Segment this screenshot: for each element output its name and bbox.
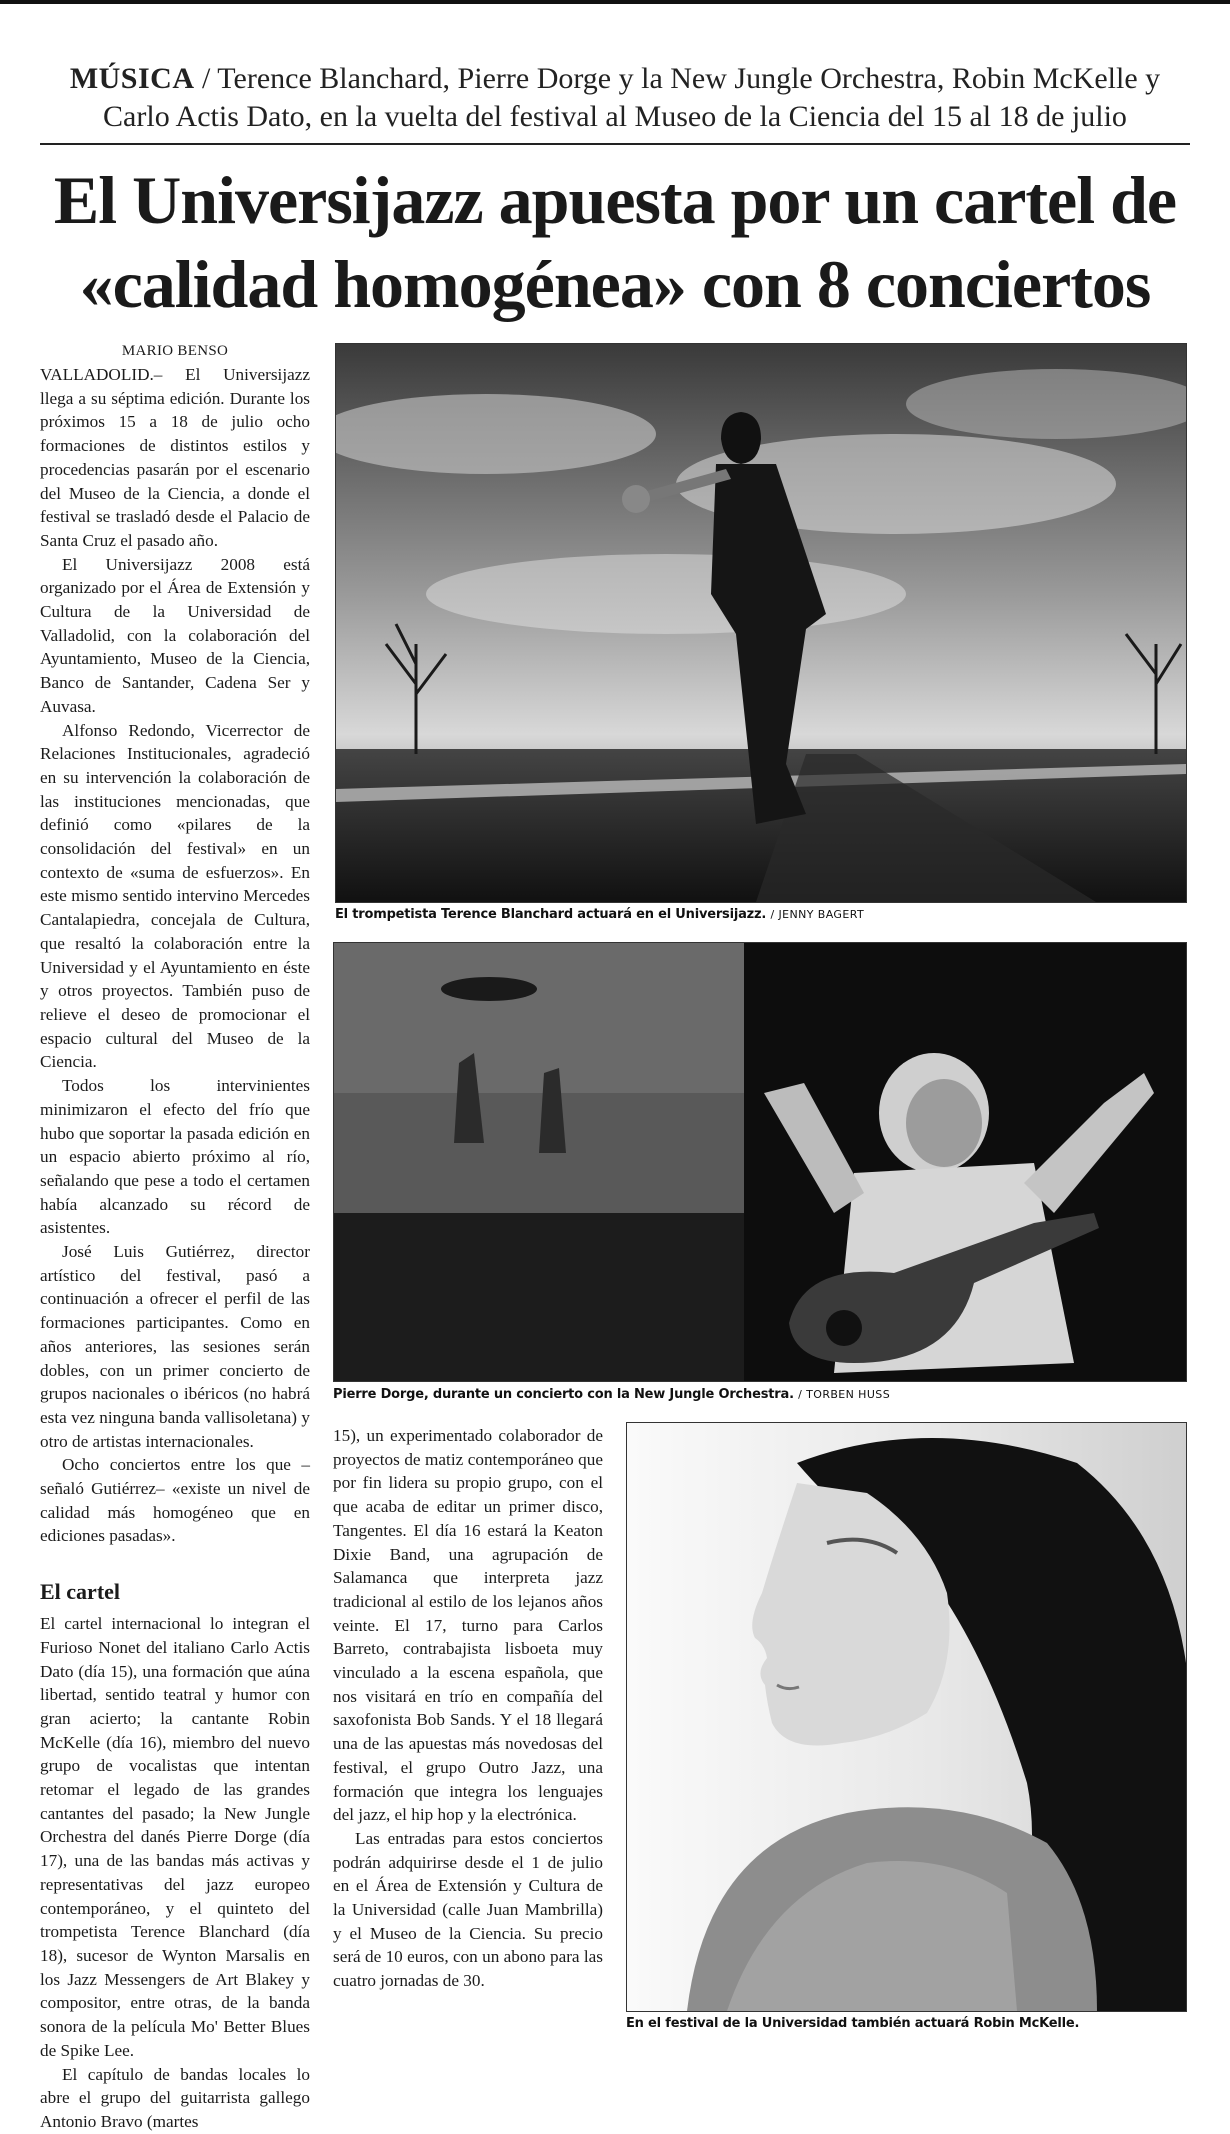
paragraph: Ocho conciertos entre los que –señaló Gutiérrez– «existe un nivel de calidad más homogéneo que en ediciones pasadas». <box>40 1455 310 1546</box>
paragraph: El capítulo de bandas locales lo abre el grupo del guitarrista gallego Antonio Bravo (martes <box>40 2064 310 2131</box>
paragraph: VALLADOLID.– El Universijazz llega a su séptima edición. Durante los próximos 15 a 18 de julio ocho formaciones de distintos estilos y procedencias pasarán por el escenario del Museo de la Ciencia, a donde el festival se trasladó desde el Palacio de Santa Cruz el pasado año. <box>40 365 310 550</box>
headline <box>30 158 1200 326</box>
header-rule <box>40 143 1190 145</box>
paragraph: El Universijazz 2008 está organizado por el Área de Extensión y Cultura de la Universidad de Valladolid, con la colaboración del Ayuntamiento, Museo de la Ciencia, Banco de Santander, Cadena Ser y Auvasa. <box>40 554 310 716</box>
trumpeter-photo <box>335 343 1187 903</box>
paragraph: 15), un experimentado colaborador de proyectos de matiz contemporáneo que por fin lidera su propio grupo, con el que acaba de editar un primer disco, Tangentes. El día 16 estará la Keaton Dixie Band, una agrupación de Salamanca que interpreta jazz tradicional al estilo de los lejanos años veinte. El 17, turno para Carlos Barreto, contrabajista lisboeta muy vinculado a la escena española, que nos visitará en trío en compañía del saxofonista Bob Sands. Y el 18 llegará una de las apuestas más novedosas del festival, el grupo Outro Jazz, una formación que integra los lenguajes del jazz, el hip hop y la electrónica. <box>333 1426 603 1825</box>
guitarist-photo <box>333 942 1187 1382</box>
kicker: MÚSICA / Terence Blanchard, Pierre Dorge y la New Jungle Orchestra, Robin McKelle y Carlo Actis Dato, en la vuelta del festival al Museo de la Ciencia del 15 al 18 de julio <box>40 60 1190 136</box>
subhead-el-cartel: El cartel <box>40 1579 121 1605</box>
headline-line-2: «calidad homogénea» con 8 conciertos <box>79 246 1151 322</box>
byline: MARIO BENSO <box>121 343 229 359</box>
photo-credit: / JENNY BAGERT <box>770 908 865 921</box>
paragraph: Las entradas para estos conciertos podrán adquirirse desde el 1 de julio en el Área de Extensión y Cultura de la Universidad (calle Juan Mambrilla) y el Museo de la Ciencia. Su precio será de 10 euros, con un abono para las cuatro jornadas de 30. <box>333 1828 603 1991</box>
paragraph: El cartel internacional lo integran el Furioso Nonet del italiano Carlo Actis Dato (día 15), una formación que aúna libertad, sentido teatral y humor con gran acierto; la cantante Robin McKelle (día 16), miembro del nuevo grupo de vocalistas que intentan retomar el legado de las grandes cantantes del pasado; la New Jungle Orchestra del danés Pierre Dorge (día 17), una de las bandas más activas y representativas del jazz europeo contemporáneo, y el quinteto del trompetista Terence Blanchard (día 18), sucesor de Wynton Marsalis en los Jazz Messengers de Art Blakey y compositor, entre otras, de la banda sonora de la película Mo' Better Blues de Spike Lee. <box>40 1614 310 2060</box>
headline-line-1: El Universijazz apuesta por un cartel de <box>53 162 1177 238</box>
caption-text: Pierre Dorge, durante un concierto con la New Jungle Orchestra. <box>333 1387 794 1402</box>
paragraph: Alfonso Redondo, Vicerrector de Relaciones Institucionales, agradeció en su intervención la colaboración de las instituciones mencionadas, que definió como «pilares de la consolidación del festival» en un contexto de «suma de esfuerzos». En este mismo sentido intervino Mercedes Cantalapiedra, concejala de Cultura, que resaltó la colaboración entre la Universidad y el Ayuntamiento en éste y otros proyectos. También puso de relieve el deseo de promocionar el espacio cultural del Museo de la Ciencia. <box>40 720 310 1072</box>
kicker-line-2: Carlo Actis Dato, en la vuelta del festival al Museo de la Ciencia del 15 al 18 de julio <box>103 100 1127 133</box>
photo-caption <box>335 907 864 922</box>
top-rule <box>0 0 1230 4</box>
kicker-line-1: Terence Blanchard, Pierre Dorge y la New Jungle Orchestra, Robin McKelle y <box>217 62 1161 95</box>
photo-credit: / TORBEN HUSS <box>798 1388 891 1401</box>
caption-text: El trompetista Terence Blanchard actuará en el Universijazz. <box>335 907 767 922</box>
photo-caption <box>333 1387 890 1402</box>
paragraph: Todos los intervinientes minimizaron el efecto del frío que hubo que soportar la pasada edición en un espacio abierto próximo al río, señalando que pese a todo el certamen había alcanzado su récord de asistentes. <box>40 1076 310 1238</box>
paragraph: José Luis Gutiérrez, director artístico del festival, pasó a continuación a ofrecer el perfil de las formaciones participantes. Como en años anteriores, las sesiones serán dobles, con un primer concierto de grupos nacionales o ibéricos (no habrá esta vez ninguna banda vallisoletana) y otro de artistas internacionales. <box>40 1242 310 1451</box>
section-label: MÚSICA <box>69 62 195 95</box>
caption-text: En el festival de la Universidad también actuará Robin McKelle. <box>626 2016 1080 2031</box>
photo-caption <box>626 2016 1079 2031</box>
article-column-2 <box>333 1424 603 1993</box>
singer-portrait-photo <box>626 1422 1187 2012</box>
article-column-1 <box>40 340 310 2134</box>
